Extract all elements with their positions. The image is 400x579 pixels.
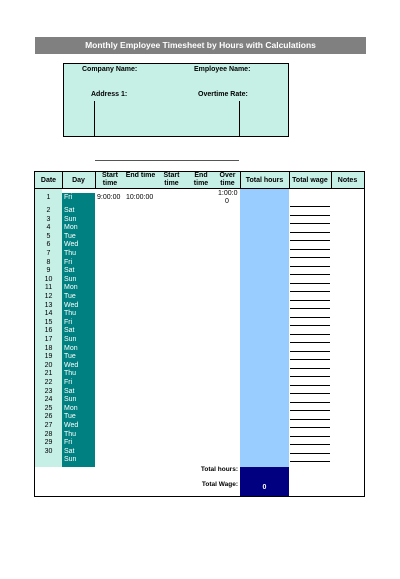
date-cell: 15	[44, 318, 53, 326]
day-cell: Thu	[64, 370, 77, 378]
date-cell: 18	[44, 344, 53, 352]
wage-entry-line	[290, 325, 330, 326]
overtime-rate-label: Overtime Rate:	[198, 91, 248, 98]
date-cell: 16	[44, 327, 53, 335]
day-cell: Sun	[64, 336, 77, 343]
day-cell: Wed	[64, 361, 79, 369]
day-cell: Sat	[64, 327, 75, 335]
header-end-time-2: End time	[193, 172, 209, 187]
header-start-time-2: Start time	[163, 172, 180, 187]
header-end-time-1: End time	[125, 172, 156, 179]
header-separator	[331, 171, 332, 189]
header-day: Day	[72, 177, 85, 184]
wage-entry-line	[290, 368, 330, 369]
date-cell: 4	[46, 224, 51, 232]
total-wage-label: Total Wage:	[201, 481, 238, 488]
day-cell: Sun	[64, 215, 77, 223]
day-cell: Fri	[64, 258, 73, 266]
day-cell: Mon	[64, 344, 78, 352]
wage-entry-line	[290, 206, 330, 207]
wage-entry-line	[290, 410, 330, 411]
wage-entry-line	[290, 283, 330, 284]
header-start-time-1: Start time	[102, 172, 118, 187]
wage-entry-line	[290, 351, 330, 352]
wage-entry-line	[290, 257, 330, 258]
address-field-divider	[94, 101, 95, 137]
date-cell: 14	[44, 310, 53, 318]
wage-entry-line	[290, 342, 330, 343]
wage-entry-line	[290, 436, 330, 437]
day-cell: Sun	[64, 396, 77, 404]
date-cell: 7	[46, 250, 51, 257]
wage-entry-line	[290, 334, 330, 335]
wage-entry-line	[290, 291, 330, 292]
header-overtime: Over time	[219, 172, 236, 187]
date-cell: 25	[44, 404, 53, 412]
date-cell: 5	[46, 232, 51, 240]
day-cell: Mon	[64, 404, 78, 412]
wage-entry-line	[290, 300, 330, 301]
day-cell: Fri	[64, 318, 73, 326]
day-cell: Sat	[64, 447, 75, 455]
wage-entry-line	[290, 223, 330, 224]
day-cell: Tue	[64, 232, 76, 240]
day-cell: Fri	[64, 379, 73, 386]
day-cell: Sun	[64, 456, 77, 464]
overtime-field-divider	[239, 101, 240, 137]
day-cell: Tue	[64, 353, 76, 361]
date-cell: 12	[44, 293, 53, 300]
wage-entry-line	[290, 453, 330, 454]
date-cell: 8	[46, 258, 51, 266]
date-cell: 11	[44, 284, 53, 292]
header-separator	[240, 171, 241, 189]
overtime-value-line1: 1:00:0	[218, 190, 238, 197]
page-title: Monthly Employee Timesheet by Hours with Calculations	[35, 37, 366, 54]
date-cell: 1	[46, 194, 51, 201]
day-cell: Tue	[64, 293, 76, 300]
header-separator	[289, 171, 290, 189]
date-cell: 19	[44, 353, 53, 361]
day-cell: Mon	[64, 284, 78, 292]
day-cell: Wed	[64, 422, 79, 429]
header-notes: Notes	[337, 177, 358, 184]
date-cell: 13	[44, 301, 53, 309]
header-separator	[95, 171, 96, 189]
address-label: Address 1:	[91, 91, 128, 98]
date-cell: 26	[44, 413, 53, 421]
date-cell: 27	[44, 422, 53, 429]
wage-entry-line	[290, 232, 330, 233]
wage-entry-line	[290, 419, 330, 420]
date-cell: 28	[44, 430, 53, 438]
date-cell: 6	[46, 241, 51, 249]
wage-entry-line	[290, 393, 330, 394]
day-cell: Wed	[64, 301, 79, 309]
day-cell: Thu	[64, 430, 77, 438]
date-cell: 17	[44, 336, 53, 343]
signature-line	[95, 160, 239, 161]
total-hours-label: Total hours:	[200, 466, 238, 473]
date-cell: 29	[44, 439, 53, 447]
wage-entry-line	[290, 461, 330, 462]
day-cell: Tue	[64, 413, 76, 421]
header-date: Date	[40, 177, 57, 184]
header-total-wage: Total wage	[292, 177, 328, 184]
date-cell: 24	[44, 396, 53, 404]
total-box	[240, 467, 289, 496]
date-cell: 30	[44, 447, 53, 455]
date-cell: 20	[44, 361, 53, 369]
day-cell: Sat	[64, 387, 75, 395]
wage-entry-line	[290, 308, 330, 309]
total-value: 0	[262, 484, 267, 491]
wage-entry-line	[290, 317, 330, 318]
day-cell: Thu	[64, 310, 77, 318]
date-cell: 9	[46, 267, 51, 275]
wage-entry-line	[290, 402, 330, 403]
day-cell: Mon	[64, 224, 78, 232]
date-cell: 23	[44, 387, 53, 395]
date-cell: 3	[46, 215, 51, 223]
wage-entry-line	[290, 376, 330, 377]
wage-entry-line	[290, 249, 330, 250]
day-cell: Sun	[64, 275, 77, 283]
date-cell: 21	[44, 370, 53, 378]
date-cell: 2	[46, 207, 51, 214]
wage-entry-line	[290, 274, 330, 275]
wage-entry-line	[290, 266, 330, 267]
day-cell: Wed	[64, 241, 79, 249]
wage-entry-line	[290, 240, 330, 241]
day-cell: Thu	[64, 250, 77, 257]
header-total-hours: Total hours	[245, 177, 284, 184]
header-separator	[62, 171, 63, 189]
total-hours-column	[240, 189, 289, 467]
start-time-value[interactable]: 9:00:00	[97, 194, 121, 201]
wage-entry-line	[290, 427, 330, 428]
employee-name-label: Employee Name:	[194, 66, 251, 73]
wage-entry-line	[290, 215, 330, 216]
day-cell: Sat	[64, 207, 75, 214]
employee-info-box	[63, 63, 289, 137]
day-cell: Fri	[64, 194, 73, 201]
overtime-value-line2: 0	[225, 198, 229, 205]
wage-entry-line	[290, 444, 330, 445]
wage-entry-line	[290, 359, 330, 360]
day-cell: Fri	[64, 439, 73, 447]
wage-entry-line	[290, 385, 330, 386]
date-cell: 10	[44, 275, 53, 283]
company-name-label: Company Name:	[82, 66, 138, 73]
day-cell: Sat	[64, 267, 75, 275]
end-time-value[interactable]: 10:00:00	[126, 194, 154, 201]
date-cell: 22	[44, 379, 53, 386]
